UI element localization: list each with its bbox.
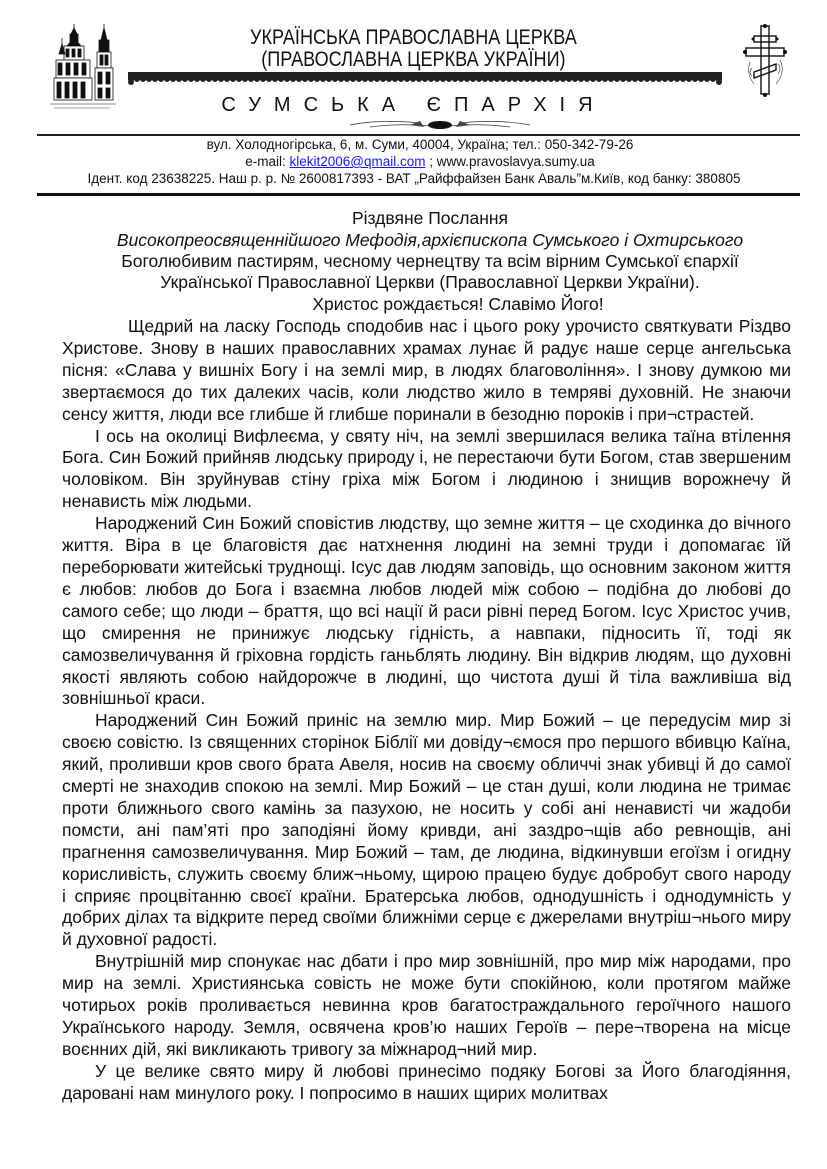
ornament-band — [128, 72, 722, 86]
letter-body — [62, 316, 791, 1105]
letter-greeting: Христос рождається! Славімо Його! — [312, 294, 604, 314]
org-title-line2: (ПРАВОСЛАВНА ЦЕРКВА УКРАЇНИ) — [261, 48, 566, 71]
email-website-line — [0, 154, 827, 170]
eparchy-name: СУМСЬКА ЄПАРХІЯ — [221, 94, 606, 116]
bank-details-line: Ідент. код 23638225. Наш р. р. № 2600817393 - ВАТ „Райффайзен Банк Аваль”м.Київ, код банку: 380805 — [87, 171, 741, 186]
letter-addressee-line1: Боголюбивим пастирям, чесному чернецтву та всім вірним Сумської єпархії — [121, 251, 739, 271]
email-link[interactable]: klekit2006@qmail.com — [289, 154, 426, 169]
header-rule-bottom — [37, 193, 800, 196]
orthodox-cross-icon — [742, 24, 788, 98]
flourish-ornament — [340, 117, 540, 131]
paragraph: Щедрий на ласку Господь сподобив нас і цього року урочисто святкувати Різдво Христове. Знову в наших православних храмах лунає й радує наше серце ангельська пісня: «Слава у вишніх Богу і на землі мир, в людях благовоління». І знову думкою ми звертаємося до тих далеких часів, коли людство жило в темряві духовній. Не знаючи сенсу життя, люди все глибше й глибше поринали в безодню пороків і при¬страстей. — [62, 316, 791, 424]
letter-title: Різдвяне Послання — [351, 208, 509, 228]
paragraph: Внутрішній мир спонукає нас дбати і про мир зовнішній, про мир між народами, про мир на землі. Християнська совість не може бути спокійною, коли протягом майже чотирьох років проливається невинна кров багатостраждального героїчного нашого Українського народу. Земля, освячена кров’ю наших Героїв – пере¬творена на місце воєнних дій, які викликають тривогу за міжнарод¬ний мир. — [62, 951, 791, 1059]
paragraph: Народжений Син Божий приніс на землю мир. Мир Божий – це передусім мир зі своєю совістю. Із священних сторінок Біблії ми довіду¬ємося про першого вбивцю Каїна, який, проливши кров свого брата Авеля, носив на своєму обличчі знак убивці й до самої смерті не знаходив спокою на землі. Мир Божий – це стан душі, коли людина не тримає проти ближнього свого камінь за пазухою, не носить у собі ані ненависті чи жадоби помсти, ані пам’яті про заподіяні йому кривди, ані заздро¬щів або ревнощів, ані прагнення самозвеличування. Мир Божий – там, де людина, відкинувши егоїзм і огидну корисливість, служить своєму ближ¬ньому, щирою працею будує добробут свого народу і сприяє процвітанню своєї країни. Братерська любов, однодушність і однодумність у добрих ділах та відкрите перед своїми ближніми серце є джерелами внутріш¬нього миру й духовної радості. — [62, 710, 791, 950]
website-text: ; www.pravoslavya.sumy.ua — [425, 154, 595, 169]
letter-author: Високопреосвященнійшого Мефодія,архієпископа Сумського і Охтирського — [116, 230, 744, 250]
address-line: вул. Холодногірська, 6, м. Суми, 40004, Україна; тел.: 050-342-79-26 — [206, 137, 634, 152]
letter-addressee-line2: Української Православної Церкви (Православної Церкви України). — [160, 272, 700, 292]
paragraph: Народжений Син Божий сповістив людству, що земне життя – це сходинка до вічного життя. Віра в це благовістя дає натхнення людині на земні труди і допомагає їй переборювати житейські труднощі. Ісус дав людям заповідь, що основним законом життя є любов: любов до Бога і взаємна любов людей між собою – подібна до любові до самого себе; що люди – браття, що всі нації й раси рівні перед Богом. Ісус Христос учив, що смирення не принижує людську гідність, а навпаки, підносить її, тоді як самозвеличування й гріховна гордість ганьблять людину. Він відкрив людям, що духовні якості являють собою найдорожче в людині, що чистота душі й тіла важливіша від зовнішньої краси. — [62, 513, 791, 709]
paragraph: І ось на околиці Вифлеєма, у святу ніч, на землі звершилася велика таїна втілення Бога. Син Божий прийняв людську природу і, не перестаючи бути Богом, став звершеним чоловіком. Він зруйнував стіну гріха між Богом і людиною і знищив ворожнечу й ненависть між людьми. — [62, 425, 791, 512]
email-label: e-mail: — [245, 154, 290, 169]
org-title-line1: УКРАЇНСЬКА ПРАВОСЛАВНА ЦЕРКВА — [250, 26, 577, 49]
paragraph: У це велике свято миру й любові принесімо подяку Богові за Його благодіяння, даровані нам минулого року. І попросимо в наших щирих молитвах — [62, 1060, 791, 1103]
header-rule-top — [37, 134, 800, 136]
letterhead — [0, 0, 827, 200]
